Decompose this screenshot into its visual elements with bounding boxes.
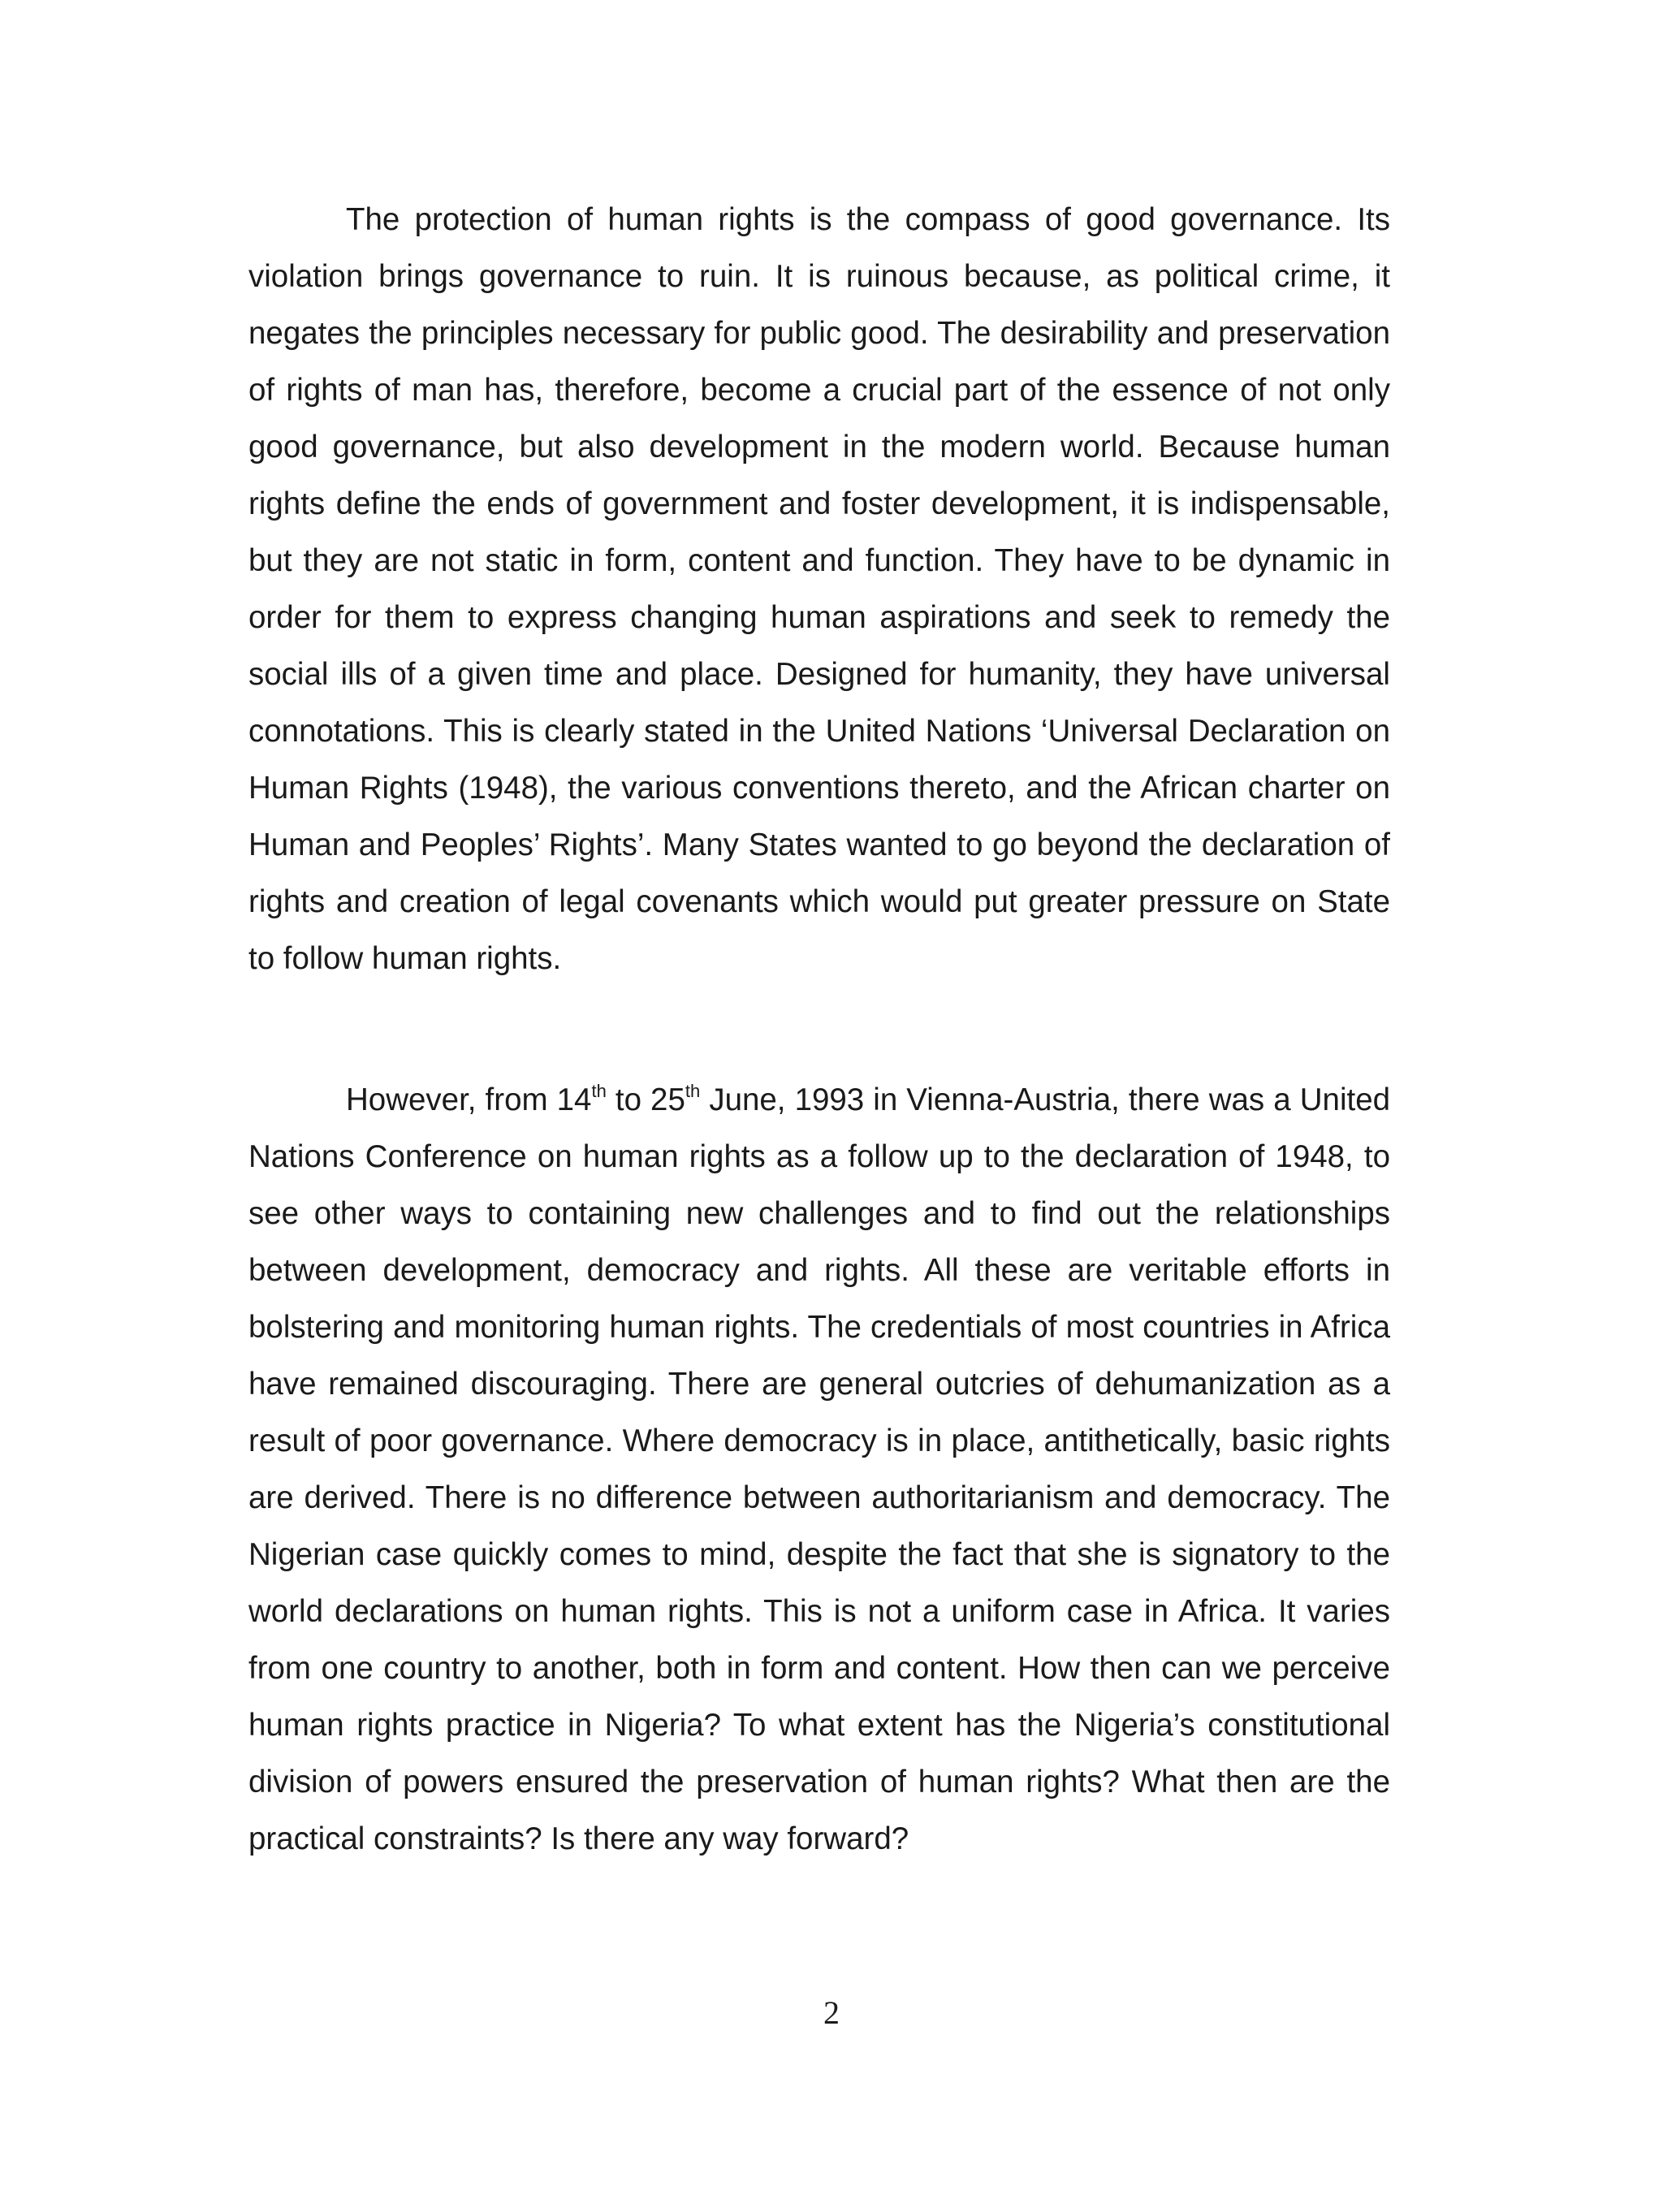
paragraph-2-text-middle: to 25	[606, 1082, 685, 1117]
paragraph-1: The protection of human rights is the compass of good governance. Its violation brings governance to ruin. It is ruinous because, as political crime, it negates the principles necessary for public good. The desirability and preservation of rights of man has, therefore, become a crucial part of the essence of not only good governance, but also development in the modern world. Because human rights define the ends of government and foster development, it is indispensable, but they are not static in form, content and function. They have to be dynamic in order for them to express changing human aspirations and seek to remedy the social ills of a given time and place. Designed for humanity, they have universal connotations. This is clearly stated in the United Nations ‘Universal Declaration on Human Rights (1948), the various conventions thereto, and the African charter on Human and Peoples’ Rights’. Many States wanted to go beyond the declaration of rights and creation of legal covenants which would put greater pressure on State to follow human rights.	[248, 202, 1390, 976]
body-text-1	[248, 192, 1390, 987]
page-number: 2	[823, 1994, 840, 2031]
paragraph-2-text-start: However, from 14	[346, 1082, 592, 1117]
body-text-2	[248, 1072, 1390, 1868]
paragraph-2-text-end: June, 1993 in Vienna-Austria, there was a United Nations Conference on human rights as a follow up to the declaration of 1948, to see other ways to containing new challenges and to find out the relationships between development, democracy and rights. All these are veritable efforts in bolstering and monitoring human rights. The credentials of most countries in Africa have remained discouraging. There are general outcries of dehumanization as a result of poor governance. Where democracy is in place, antithetically, basic rights are derived. There is no difference between authoritarianism and democracy. The Nigerian case quickly comes to mind, despite the fact that she is signatory to the world declarations on human rights. This is not a uniform case in Africa. It varies from one country to another, both in form and content. How then can we perceive human rights practice in Nigeria? To what extent has the Nigeria’s constitutional division of powers ensured the preservation of human rights? What then are the practical constraints? Is there any way forward?	[248, 1082, 1391, 1856]
superscript-ordinal-1: th	[591, 1081, 607, 1101]
superscript-ordinal-2: th	[685, 1081, 701, 1101]
paragraph-2	[248, 1072, 1390, 1868]
